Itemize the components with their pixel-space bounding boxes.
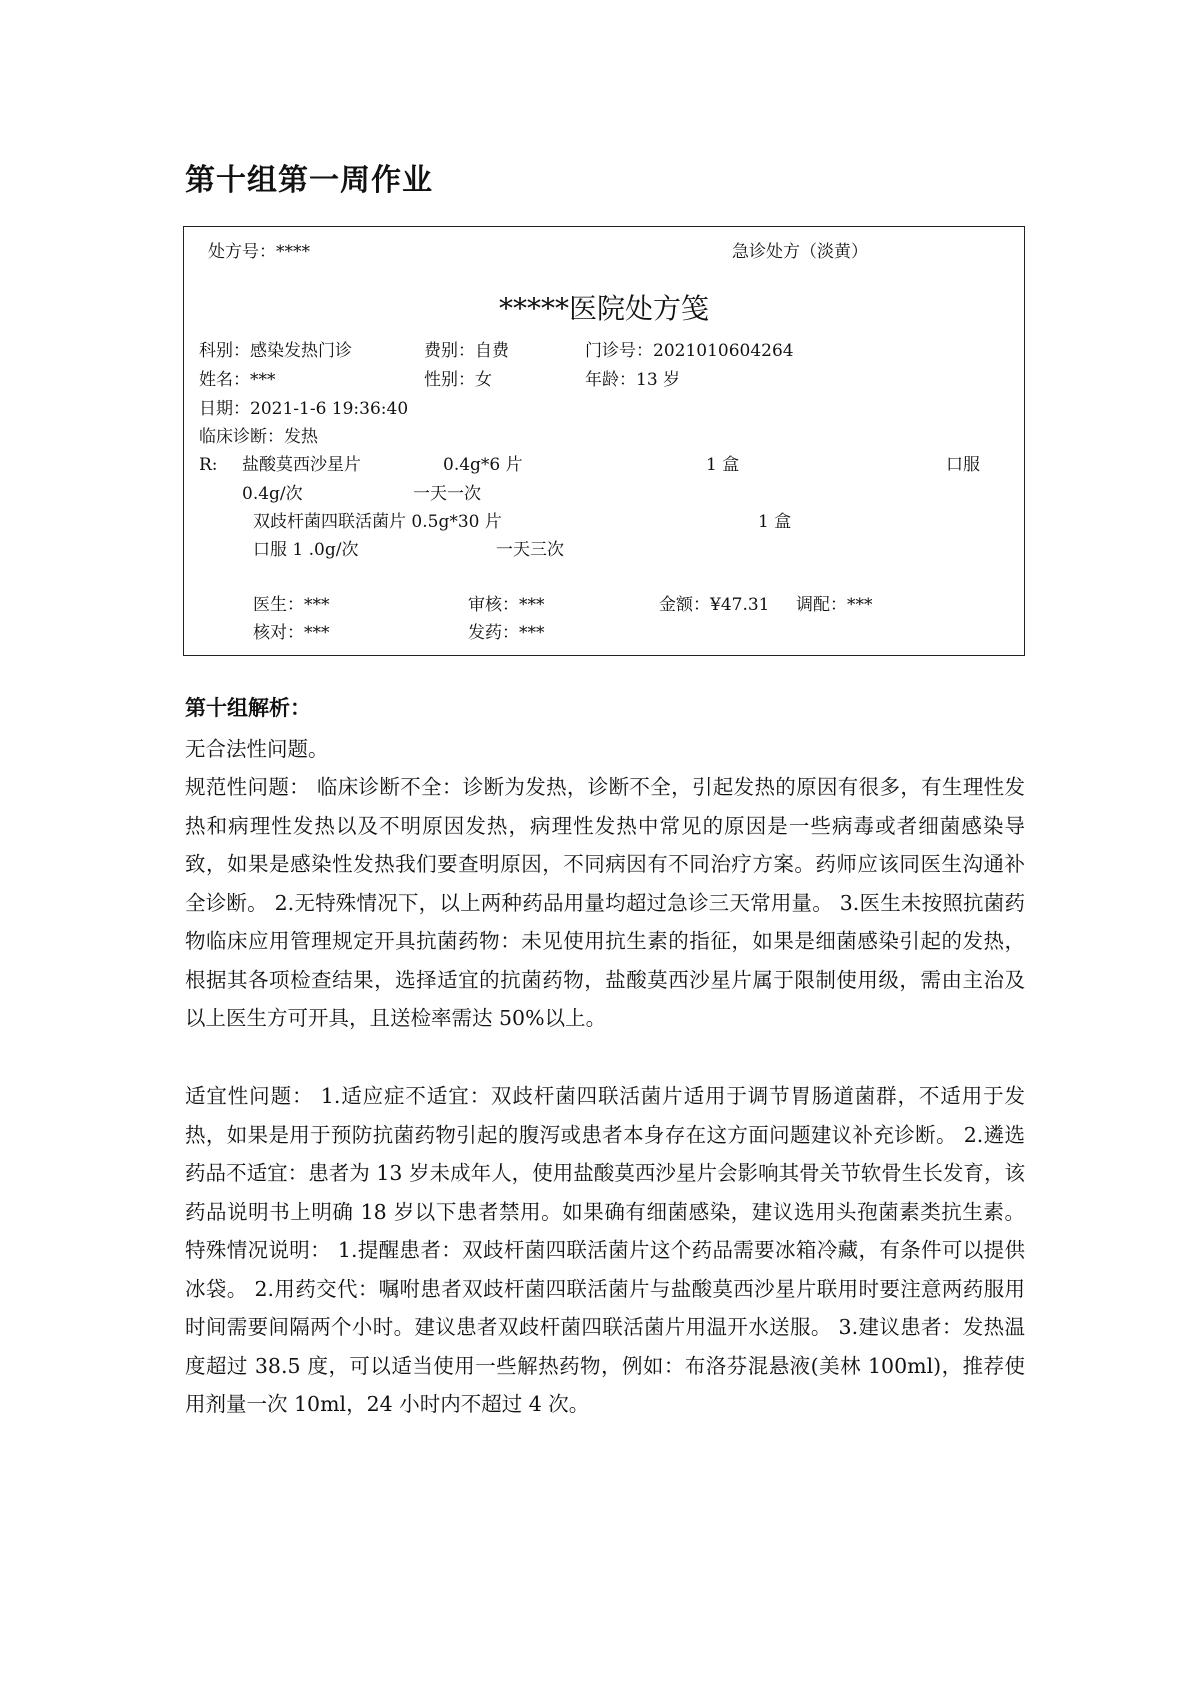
- prescription-form: [183, 226, 1025, 656]
- rx-number: 处方号：****: [208, 242, 310, 262]
- amount: 金额：¥47.31: [659, 595, 770, 615]
- drug1-frequency: 一天一次: [413, 484, 481, 504]
- clinic-number: 门诊号：2021010604264: [585, 341, 794, 361]
- checker: 核对：***: [253, 623, 330, 643]
- drug2-frequency: 一天三次: [496, 540, 564, 560]
- fee-type: 费别：自费: [424, 341, 509, 361]
- drug2-quantity: 1 盒: [758, 512, 792, 532]
- drug1-route: 口服: [946, 455, 980, 475]
- patient-age: 年龄：13 岁: [585, 370, 681, 390]
- rx-symbol: R:: [199, 455, 218, 475]
- dispenser: 调配：***: [796, 595, 873, 615]
- patient-name: 姓名：***: [199, 370, 276, 390]
- clinical-diagnosis: 临床诊断：发热: [199, 427, 318, 447]
- analysis-paragraph: 无合法性问题。: [185, 737, 329, 761]
- analysis-heading: 第十组解析：: [185, 696, 311, 720]
- rx-type: 急诊处方（淡黄）: [732, 242, 868, 262]
- drug1-spec: 0.4g*6 片: [443, 455, 523, 475]
- rx-heading: *****医院处方笺: [498, 292, 709, 325]
- analysis-paragraph: 规范性问题： 临床诊断不全：诊断为发热，诊断不全，引起发热的原因有很多，有生理性发热和病理性发热以及不明原因发热，病理性发热中常见的原因是一些病毒或者细菌感染导致，如果是感染性发热我们要查明原因，不同病因有不同治疗方案。药师应该同医生沟通补全诊断。 2.无特殊情况下，以上两种药品用量均超过急诊三天常用量。 3.医生未按照抗菌药物临床应用管理规定开具抗菌药物：未见使用抗生素的指征，如果是细菌感染引起的发热，根据其各项检查结果，选择适宜的抗菌药物，盐酸莫西沙星片属于限制使用级，需由主治及以上医生方可开具，且送检率需达 50%以上。: [185, 775, 1025, 1030]
- drug2-line: 双歧杆菌四联活菌片 0.5g*30 片: [253, 512, 502, 532]
- analysis-paragraph: 适宜性问题： 1.适应症不适宜：双歧杆菌四联活菌片适用于调节胃肠道菌群，不适用于发热，如果是用于预防抗菌药物引起的腹泻或患者本身存在这方面问题建议补充诊断。 2.遴选药品不适宜：患者为 13 岁未成年人，使用盐酸莫西沙星片会影响其骨关节软骨生长发育，该药品说明书上明确 18 岁以下患者禁用。如果确有细菌感染，建议选用头孢菌素类抗生素。 特殊情况说明： 1.提醒患者：双歧杆菌四联活菌片这个药品需要冰箱冷藏，有条件可以提供冰袋。 2.用药交代：嘱咐患者双歧杆菌四联活菌片与盐酸莫西沙星片联用时要注意两药服用时间需要间隔两个小时。建议患者双歧杆菌四联活菌片用温开水送服。 3.建议患者：发热温度超过 38.5 度，可以适当使用一些解热药物，例如：布洛芬混悬液(美林 100ml)，推荐使用剂量一次 10ml，24 小时内不超过 4 次。: [185, 1084, 1025, 1416]
- department: 科别：感染发热门诊: [199, 341, 352, 361]
- doctor: 医生：***: [253, 595, 330, 615]
- issuer: 发药：***: [468, 623, 545, 643]
- rx-date: 日期：2021-1-6 19:36:40: [199, 399, 409, 419]
- drug1-name: 盐酸莫西沙星片: [242, 455, 361, 475]
- document-title: 第十组第一周作业: [185, 163, 433, 198]
- reviewer: 审核：***: [468, 595, 545, 615]
- drug1-quantity: 1 盒: [706, 455, 740, 475]
- drug1-dose: 0.4g/次: [242, 484, 303, 504]
- patient-gender: 性别：女: [424, 370, 492, 390]
- drug2-route-dose: 口服 1 .0g/次: [253, 540, 359, 560]
